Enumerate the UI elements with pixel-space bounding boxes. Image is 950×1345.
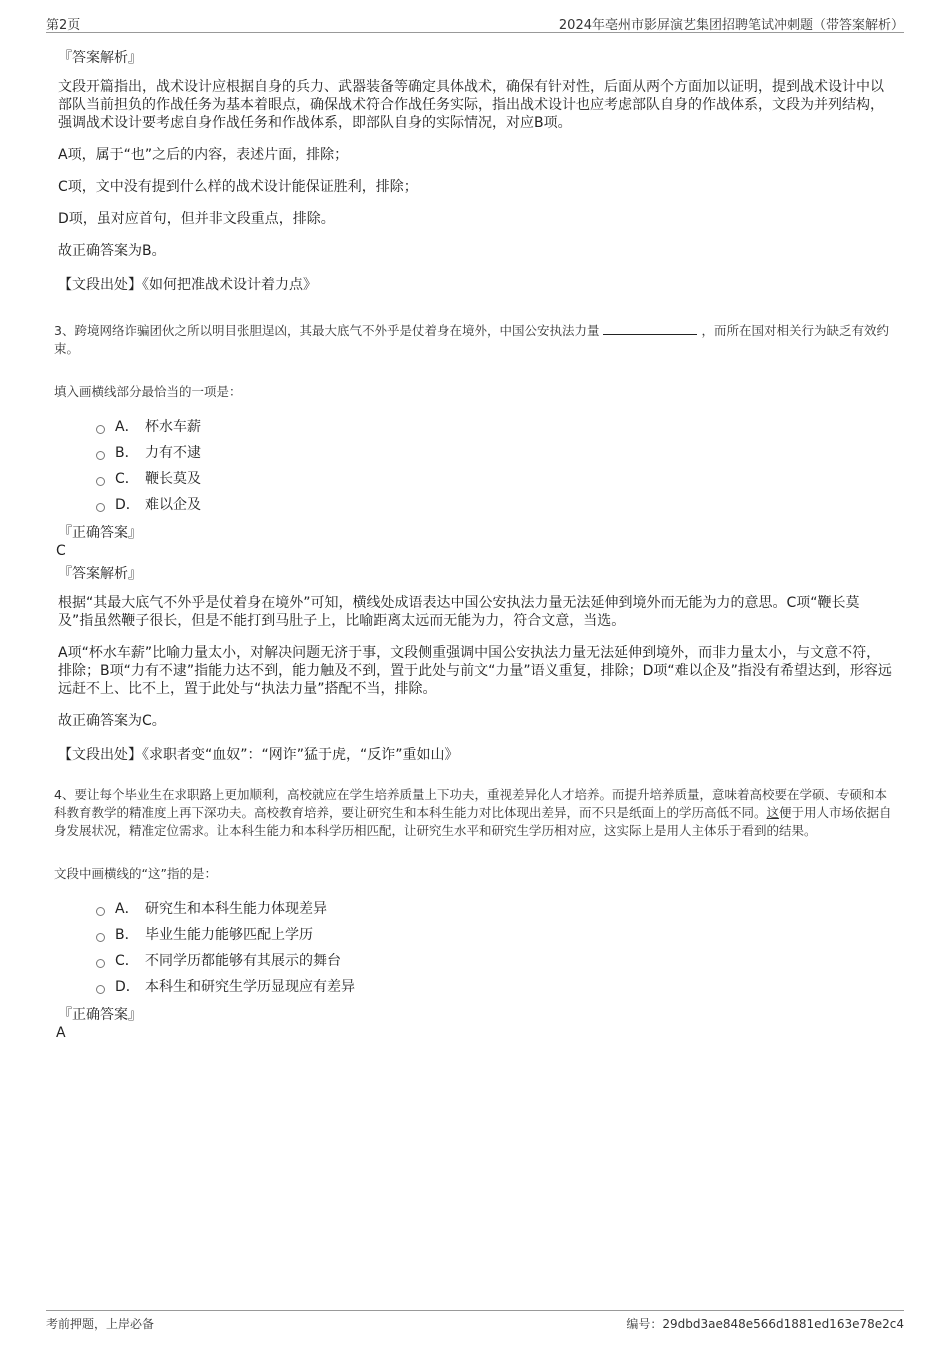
q2-analysis (58, 48, 893, 294)
analysis-label: 『答案解析』 (58, 50, 142, 66)
option-b[interactable] (96, 922, 893, 948)
answer-value: A (56, 1025, 66, 1041)
analysis-paragraph: 根据“其最大底气不外乎是仗着身在境外”可知，横线处成语表达中国公安执法力量无法延伸到境外而无能为力的意思。C项“鞭长莫及”指虽然鞭子很长，但是不能打到马肚子上，比喻距离太远而无能为力，符合文意，当选。 (58, 595, 860, 629)
answer-label: 『正确答案』 (58, 525, 142, 541)
option-letter: C． (115, 471, 139, 487)
analysis-label: 『答案解析』 (58, 566, 142, 582)
option-letter: D． (115, 497, 140, 513)
option-letter: B． (115, 927, 139, 943)
question-prompt: 填入画横线部分最恰当的一项是： (54, 384, 242, 399)
document-id: 编号：29dbd3ae848e566d1881ed163e78e2c4 (626, 1317, 904, 1331)
page-content (54, 44, 893, 1042)
question-prompt: 文段中画横线的“这”指的是： (54, 866, 217, 881)
option-text: 鞭长莫及 (145, 471, 201, 487)
radio-icon[interactable] (96, 985, 105, 994)
option-text: 难以企及 (145, 497, 201, 513)
question-4 (54, 786, 893, 1042)
option-c[interactable] (96, 466, 893, 492)
radio-icon[interactable] (96, 503, 105, 512)
question-stem (54, 786, 893, 840)
radio-icon[interactable] (96, 425, 105, 434)
page-number: 第2页 (46, 18, 81, 33)
radio-icon[interactable] (96, 933, 105, 942)
option-letter: D． (115, 979, 140, 995)
option-letter: B． (115, 445, 139, 461)
analysis-paragraph: D项，虽对应首句，但并非文段重点，排除。 (58, 211, 335, 227)
option-text: 不同学历都能够有其展示的舞台 (145, 953, 341, 969)
stem-text: ，而所在国对相关行为缺乏有效约束。 (54, 323, 889, 356)
analysis-paragraph: A项，属于“也”之后的内容，表述片面，排除； (58, 147, 349, 163)
option-d[interactable] (96, 974, 893, 1000)
option-text: 杯水车薪 (145, 419, 201, 435)
page-footer (46, 1310, 904, 1339)
option-text: 力有不逮 (145, 445, 201, 461)
option-a[interactable] (96, 414, 893, 440)
stem-text: 4、要让每个毕业生在求职路上更加顺利，高校就应在学生培养质量上下功夫，重视差异化人才培养。而提升培养质量，意味着高校要在学硕、专硕和本科教育教学的精准度上再下深功夫。高校教育培养，要让研究生和本科生能力对比体现出差异，而不只是纸面上的学历高低不同。 (54, 787, 887, 820)
radio-icon[interactable] (96, 451, 105, 460)
option-letter: A． (115, 419, 139, 435)
stem-text: 便于用人市场依据自身发展状况，精准定位需求。让本科生能力和本科学历相匹配，让研究生水平和研究生学历相对应，这实际上是用人主体乐于看到的结果。 (54, 805, 892, 838)
question-stem (54, 322, 893, 358)
source-citation: 【文段出处】《求职者变“血奴”：“网诈”猛于虎，“反诈”重如山》 (58, 747, 459, 763)
document-title: 2024年亳州市影屏演艺集团招聘笔试冲刺题（带答案解析） (558, 18, 904, 33)
footer-slogan: 考前押题，上岸必备 (46, 1317, 155, 1331)
option-d[interactable] (96, 492, 893, 518)
analysis-paragraph: C项，文中没有提到什么样的战术设计能保证胜利，排除； (58, 179, 418, 195)
question-3 (54, 322, 893, 764)
option-letter: A． (115, 901, 139, 917)
page-header (46, 12, 904, 33)
radio-icon[interactable] (96, 907, 105, 916)
option-c[interactable] (96, 948, 893, 974)
stem-text: 3、跨境网络诈骗团伙之所以明目张胆逞凶，其最大底气不外乎是仗着身在境外，中国公安执法力量 (54, 323, 600, 338)
option-b[interactable] (96, 440, 893, 466)
answer-value: C (56, 543, 66, 559)
option-list (96, 896, 893, 1000)
answer-label: 『正确答案』 (58, 1007, 142, 1023)
option-text: 毕业生能力能够匹配上学历 (145, 927, 313, 943)
underlined-word: 这 (766, 805, 780, 820)
source-citation: 【文段出处】《如何把准战术设计着力点》 (58, 277, 317, 293)
option-text: 本科生和研究生学历显现应有差异 (145, 979, 355, 995)
radio-icon[interactable] (96, 477, 105, 486)
analysis-paragraph: 故正确答案为B。 (58, 243, 166, 259)
option-list (96, 414, 893, 518)
analysis-paragraph: 文段开篇指出，战术设计应根据自身的兵力、武器装备等确定具体战术，确保有针对性，后面从两个方面加以证明，提到战术设计中以部队当前担负的作战任务为基本着眼点，确保战术符合作战任务实际，指出战术设计也应考虑部队自身的作战体系，文段为并列结构，强调战术设计要考虑自身作战任务和作战体系，即部队自身的实际情况，对应B项。 (58, 79, 884, 131)
option-a[interactable] (96, 896, 893, 922)
radio-icon[interactable] (96, 959, 105, 968)
blank-line (603, 322, 697, 335)
analysis-paragraph: 故正确答案为C。 (58, 713, 166, 729)
option-letter: C． (115, 953, 139, 969)
option-text: 研究生和本科生能力体现差异 (145, 901, 327, 917)
analysis-paragraph: A项“杯水车薪”比喻力量太小，对解决问题无济于事，文段侧重强调中国公安执法力量无法延伸到境外，而非力量太小，与文意不符，排除；B项“力有不逮”指能力达不到，能力触及不到，置于此处与前文“力量”语义重复，排除；D项“难以企及”指没有希望达到，形容远远赶不上、比不上，置于此处与“执法力量”搭配不当，排除。 (58, 645, 892, 697)
